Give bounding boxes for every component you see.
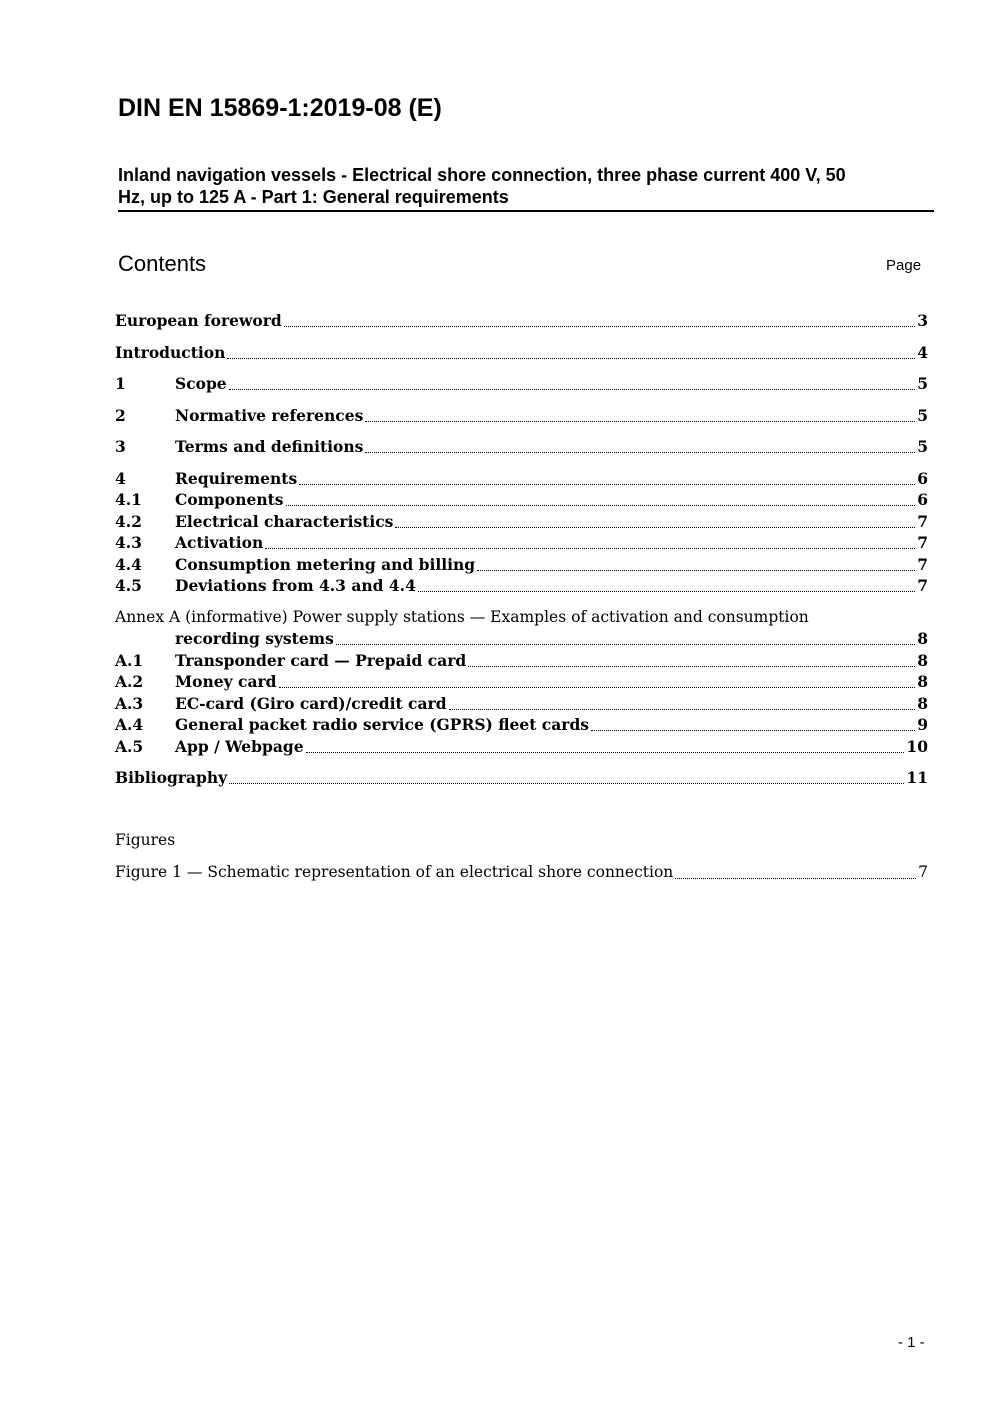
toc-entry-clause-4-2[interactable] xyxy=(115,512,928,534)
toc-entry-clause-4-4[interactable] xyxy=(115,555,928,577)
toc-entry-number: 4 xyxy=(115,469,126,488)
toc-entry-number: 4.5 xyxy=(115,576,142,595)
toc-leader xyxy=(591,729,915,731)
toc-entry-clause-4-1[interactable] xyxy=(115,490,928,512)
toc-leader xyxy=(365,451,915,453)
toc-entry-page: 6 xyxy=(917,490,928,509)
toc-entry-bibliography[interactable] xyxy=(115,768,928,790)
toc-entry-page: 10 xyxy=(906,737,928,756)
toc-entry-number: 4.2 xyxy=(115,512,142,531)
toc-leader xyxy=(279,686,916,688)
toc-leader xyxy=(468,665,915,667)
toc-entry-page: 11 xyxy=(906,768,928,787)
toc-entry-page: 7 xyxy=(917,555,928,574)
contents-heading: Contents xyxy=(118,251,207,276)
toc-entry-label: Transponder card — Prepaid card xyxy=(175,651,467,670)
toc-entry-label: Introduction xyxy=(115,343,226,362)
toc-entry-label: Figure 1 — Schematic representation of an electrical shore connection xyxy=(115,863,674,881)
toc-entry-label: Components xyxy=(175,490,284,509)
toc-leader xyxy=(306,751,905,753)
toc-entry-page: 7 xyxy=(917,533,928,552)
toc-leader xyxy=(265,547,915,549)
toc-entry-page: 7 xyxy=(918,863,928,881)
toc-entry-label: Money card xyxy=(175,672,277,691)
toc-entry-label: Bibliography xyxy=(115,768,228,787)
toc-entry-clause-2[interactable] xyxy=(115,406,928,428)
toc-leader xyxy=(286,504,916,506)
toc-entry-label: General packet radio service (GPRS) fleet cards xyxy=(175,715,590,734)
toc-entry-label: European foreword xyxy=(115,311,282,330)
toc-entry-label: Scope xyxy=(175,374,227,393)
toc-entry-page: 5 xyxy=(917,406,928,425)
figures-heading: Figures xyxy=(115,831,176,849)
toc-entry-label: EC-card (Giro card)/credit card xyxy=(175,694,447,713)
toc-entry-introduction[interactable] xyxy=(115,343,928,365)
toc-entry-number: 4.4 xyxy=(115,555,142,574)
toc-entry-annex-a-4[interactable] xyxy=(115,715,928,737)
toc-entry-annex-a-2[interactable] xyxy=(115,672,928,694)
document-title-line-2: Hz, up to 125 A - Part 1: General requirements xyxy=(118,187,509,207)
toc-entry-number: 3 xyxy=(115,437,126,456)
toc-entry-number: 1 xyxy=(115,374,126,393)
toc-leader xyxy=(229,782,904,784)
document-number: DIN EN 15869-1:2019-08 (E) xyxy=(118,94,442,122)
toc-entry-page: 8 xyxy=(917,629,928,648)
toc-entry-page: 8 xyxy=(917,672,928,691)
toc-entry-page: 9 xyxy=(917,715,928,734)
toc-entry-label: Requirements xyxy=(175,469,298,488)
toc-entry-number: A.1 xyxy=(115,651,144,670)
toc-leader xyxy=(284,325,915,327)
toc-entry-label: recording systems xyxy=(175,629,334,648)
toc-leader xyxy=(336,643,915,645)
toc-leader xyxy=(477,569,915,571)
document-title xyxy=(118,164,934,212)
toc-leader xyxy=(449,708,916,710)
toc-leader xyxy=(365,420,915,422)
toc-leader xyxy=(299,483,915,485)
footer-page-number: - 1 - xyxy=(898,1334,925,1351)
toc-entry-number: 4.1 xyxy=(115,490,142,509)
toc-entry-annex-a-line-2[interactable] xyxy=(115,629,928,651)
toc-entry-label: Electrical characteristics xyxy=(175,512,394,531)
toc-entry-label: Consumption metering and billing xyxy=(175,555,476,574)
toc-entry-page: 7 xyxy=(917,576,928,595)
toc-entry-label: App / Webpage xyxy=(175,737,304,756)
toc-entry-label: Annex A (informative) Power supply stations — Examples of activation and consumption xyxy=(115,608,809,626)
toc-entry-page: 3 xyxy=(917,311,928,330)
toc-leader xyxy=(229,388,916,390)
page-column-label: Page xyxy=(886,257,922,274)
toc-entry-page: 8 xyxy=(917,651,928,670)
toc-entry-page: 7 xyxy=(917,512,928,531)
toc-entry-label: Normative references xyxy=(175,406,364,425)
toc-leader xyxy=(418,590,915,592)
toc-entry-page: 8 xyxy=(917,694,928,713)
toc-entry-label: Terms and definitions xyxy=(175,437,364,456)
toc-entry-number: A.2 xyxy=(115,672,144,691)
toc-entry-clause-4-5[interactable] xyxy=(115,576,928,598)
toc-entry-page: 5 xyxy=(917,374,928,393)
toc-entry-number: 2 xyxy=(115,406,126,425)
toc-entry-number: 4.3 xyxy=(115,533,142,552)
toc-entry-page: 6 xyxy=(917,469,928,488)
document-title-line-1: Inland navigation vessels - Electrical shore connection, three phase current 400 V, 50 xyxy=(118,165,846,185)
toc-entry-number: A.4 xyxy=(115,715,144,734)
toc-entry-clause-3[interactable] xyxy=(115,437,928,459)
toc-entry-annex-a-line-1[interactable] xyxy=(115,608,809,626)
toc-leader xyxy=(227,357,915,359)
toc-leader xyxy=(395,526,915,528)
toc-entry-annex-a-1[interactable] xyxy=(115,651,928,673)
toc-entry-number: A.3 xyxy=(115,694,144,713)
toc-entry-page: 4 xyxy=(917,343,928,362)
toc-entry-clause-4-3[interactable] xyxy=(115,533,928,555)
toc-leader xyxy=(675,877,916,879)
toc-entry-clause-1[interactable] xyxy=(115,374,928,396)
toc-entry-foreword[interactable] xyxy=(115,311,928,333)
toc-entry-page: 5 xyxy=(917,437,928,456)
toc-entry-label: Activation xyxy=(175,533,264,552)
toc-entry-number: A.5 xyxy=(115,737,144,756)
toc-entry-clause-4[interactable] xyxy=(115,469,928,491)
toc-entry-figure-1[interactable] xyxy=(115,863,928,885)
toc-entry-annex-a-3[interactable] xyxy=(115,694,928,716)
toc-entry-annex-a-5[interactable] xyxy=(115,737,928,759)
toc-entry-label: Deviations from 4.3 and 4.4 xyxy=(175,576,416,595)
